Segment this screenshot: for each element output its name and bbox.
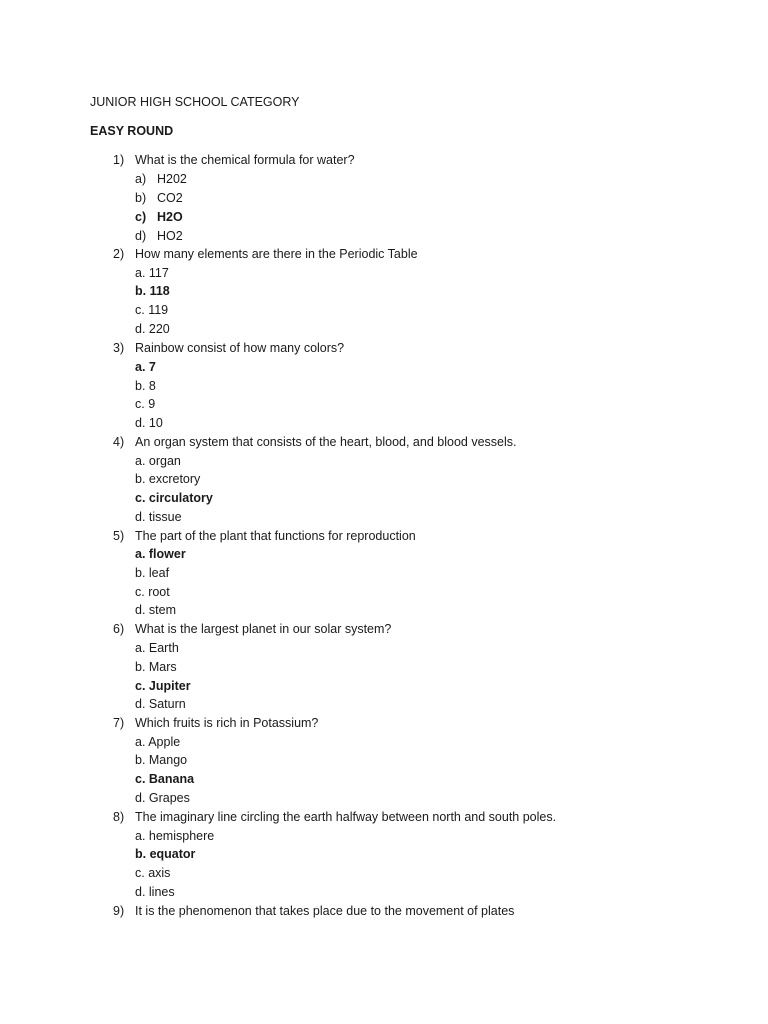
- round-heading: EASY ROUND: [90, 124, 174, 138]
- question-text: Rainbow consist of how many colors?: [135, 341, 345, 355]
- question-number: 6): [113, 622, 125, 636]
- option: c. 9: [135, 397, 156, 411]
- option: b. Mars: [135, 660, 177, 674]
- option: d. 10: [135, 416, 163, 430]
- option: c. 119: [135, 303, 169, 317]
- question-text: What is the chemical formula for water?: [135, 153, 355, 167]
- question-number: 2): [113, 247, 125, 261]
- correct-option: b. equator: [135, 847, 196, 861]
- question-text: An organ system that consists of the heart, blood, and blood vessels.: [135, 435, 517, 449]
- correct-option: a. flower: [135, 547, 186, 561]
- option-label: d): [135, 229, 147, 243]
- option: b. 8: [135, 379, 156, 393]
- question-text: Which fruits is rich in Potassium?: [135, 716, 319, 730]
- option: d. tissue: [135, 510, 182, 524]
- option: b. leaf: [135, 566, 170, 580]
- question-number: 5): [113, 529, 125, 543]
- option: d. lines: [135, 885, 175, 899]
- question-number: 8): [113, 810, 125, 824]
- question-text: The part of the plant that functions for reproduction: [135, 529, 416, 543]
- question-text: What is the largest planet in our solar system?: [135, 622, 392, 636]
- option: a. Earth: [135, 641, 179, 655]
- correct-option: a. 7: [135, 360, 156, 374]
- option-text: CO2: [157, 191, 183, 205]
- correct-option: c. circulatory: [135, 491, 213, 505]
- option-text: HO2: [157, 229, 183, 243]
- correct-option-text: H2O: [157, 210, 183, 224]
- option: c. root: [135, 585, 170, 599]
- option: a. Apple: [135, 735, 181, 749]
- option: a. hemisphere: [135, 829, 215, 843]
- option: d. 220: [135, 322, 170, 336]
- correct-option-label: c): [135, 210, 147, 224]
- correct-option: c. Jupiter: [135, 679, 191, 693]
- option: d. stem: [135, 603, 176, 617]
- question-text: How many elements are there in the Periodic Table: [135, 247, 418, 261]
- option: d. Grapes: [135, 791, 190, 805]
- option: c. axis: [135, 866, 171, 880]
- question-number: 3): [113, 341, 125, 355]
- question-text: It is the phenomenon that takes place due to the movement of plates: [135, 904, 515, 918]
- option: b. Mango: [135, 753, 188, 767]
- option: a. 117: [135, 266, 169, 280]
- option: d. Saturn: [135, 697, 186, 711]
- option-text: H202: [157, 172, 187, 186]
- option-label: b): [135, 191, 147, 205]
- question-number: 9): [113, 904, 125, 918]
- question-text: The imaginary line circling the earth halfway between north and south poles.: [135, 810, 557, 824]
- category-title: JUNIOR HIGH SCHOOL CATEGORY: [90, 95, 300, 109]
- option-label: a): [135, 172, 147, 186]
- option: b. excretory: [135, 472, 201, 486]
- option: a. organ: [135, 454, 181, 468]
- question-number: 1): [113, 153, 125, 167]
- correct-option: b. 118: [135, 284, 170, 298]
- correct-option: c. Banana: [135, 772, 195, 786]
- question-number: 7): [113, 716, 125, 730]
- question-number: 4): [113, 435, 125, 449]
